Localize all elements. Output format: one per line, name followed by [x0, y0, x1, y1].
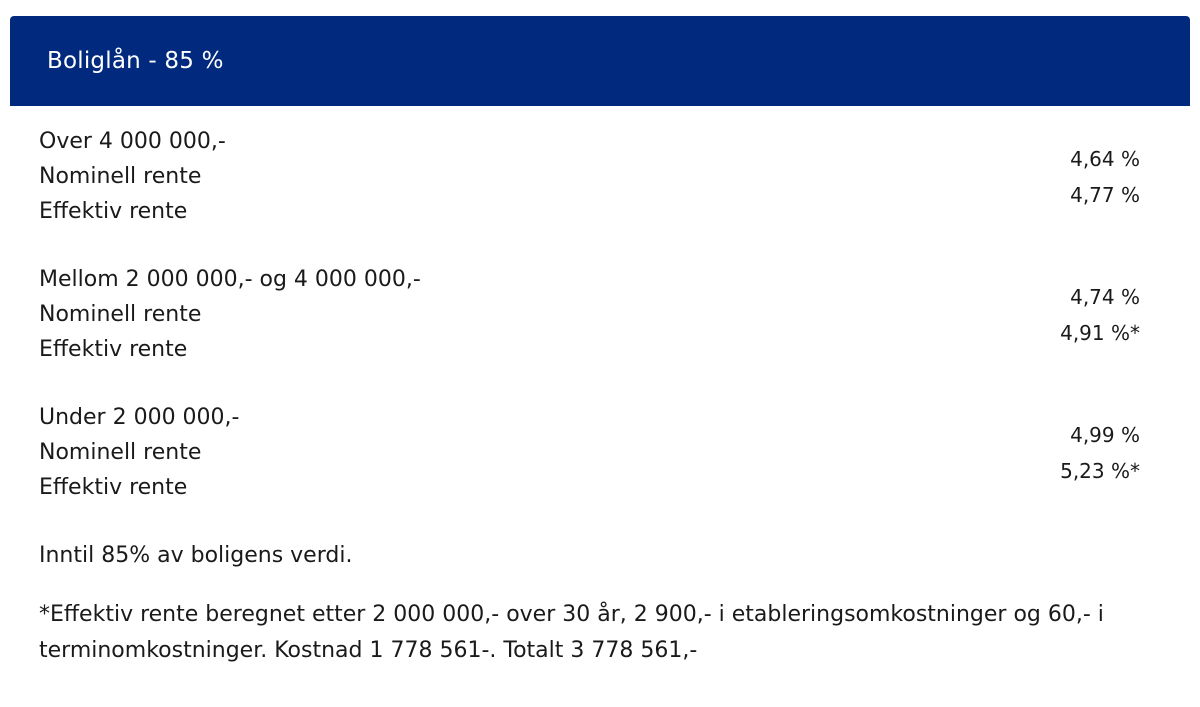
- effective-rate-footnote: *Effektiv rente beregnet etter 2 000 000,- over 30 år, 2 900,- i etableringsomkostninger og 60,- i terminomkostninger. Kostnad 1 778 561-. Totalt 3 778 561,-: [39, 602, 1104, 663]
- rate-tier-under-2m: [0, 400, 1180, 510]
- effective-rate-value: 5,23 %*: [1060, 459, 1140, 483]
- tier-range-label: Mellom 2 000 000,- og 4 000 000,-: [39, 267, 421, 292]
- effective-rate-label: Effektiv rente: [39, 475, 188, 500]
- nominal-rate-label: Nominell rente: [39, 302, 202, 327]
- loan-rate-card: [10, 16, 1190, 106]
- card-header: [10, 16, 1190, 106]
- nominal-rate-label: Nominell rente: [39, 164, 202, 189]
- rate-tier-over-4m: [0, 124, 1180, 234]
- tier-range-label: Under 2 000 000,-: [39, 405, 240, 430]
- card-title: Boliglån - 85 %: [47, 48, 224, 74]
- effective-rate-label: Effektiv rente: [39, 337, 188, 362]
- nominal-rate-value: 4,99 %: [1070, 423, 1140, 447]
- rate-tier-2m-to-4m: [0, 262, 1180, 372]
- nominal-rate-value: 4,74 %: [1070, 285, 1140, 309]
- nominal-rate-label: Nominell rente: [39, 440, 202, 465]
- effective-rate-value: 4,91 %*: [1060, 321, 1140, 345]
- effective-rate-value: 4,77 %: [1070, 183, 1140, 207]
- tier-range-label: Over 4 000 000,-: [39, 129, 226, 154]
- effective-rate-label: Effektiv rente: [39, 199, 188, 224]
- nominal-rate-value: 4,64 %: [1070, 147, 1140, 171]
- loan-limit-note: Inntil 85% av boligens verdi.: [39, 543, 353, 568]
